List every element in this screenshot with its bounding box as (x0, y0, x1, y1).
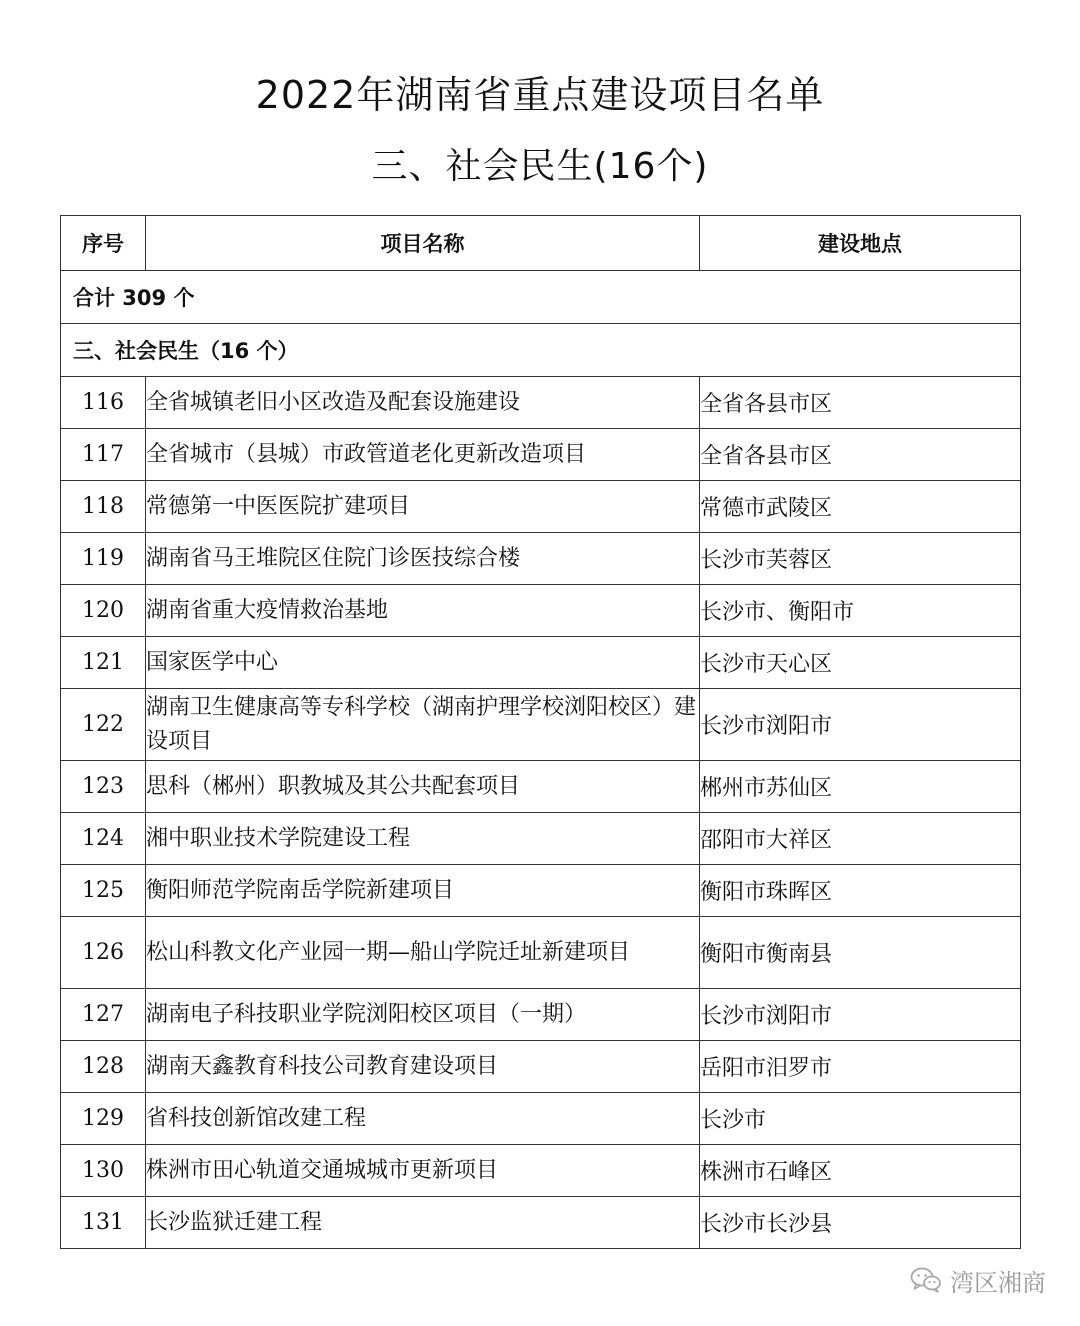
row-no: 124 (61, 813, 146, 865)
table-row (61, 1197, 1021, 1249)
row-name: 湖南天鑫教育科技公司教育建设项目 (146, 1041, 700, 1093)
row-location: 衡阳市衡南县 (700, 917, 1021, 989)
row-no: 128 (61, 1041, 146, 1093)
row-name: 思科（郴州）职教城及其公共配套项目 (146, 761, 700, 813)
row-location: 长沙市 (700, 1093, 1021, 1145)
row-location: 全省各县市区 (700, 377, 1021, 429)
row-name: 全省城镇老旧小区改造及配套设施建设 (146, 377, 700, 429)
row-name: 湖南电子科技职业学院浏阳校区项目（一期） (146, 989, 700, 1041)
row-location: 长沙市芙蓉区 (700, 533, 1021, 585)
row-location: 郴州市苏仙区 (700, 761, 1021, 813)
document-subtitle: 三、社会民生(16个) (371, 146, 709, 187)
row-name: 湖南卫生健康高等专科学校（湖南护理学校浏阳校区）建设项目 (146, 689, 700, 761)
row-name: 常德第一中医医院扩建项目 (146, 481, 700, 533)
row-name: 湖南省重大疫情救治基地 (146, 585, 700, 637)
table-row (61, 429, 1021, 481)
table-row (61, 377, 1021, 429)
table-row (61, 481, 1021, 533)
row-no: 127 (61, 989, 146, 1041)
header-location: 建设地点 (700, 216, 1021, 271)
row-location: 邵阳市大祥区 (700, 813, 1021, 865)
table-row (61, 989, 1021, 1041)
row-location: 常德市武陵区 (700, 481, 1021, 533)
row-no: 121 (61, 637, 146, 689)
total-row (61, 271, 1021, 324)
section-label: 三、社会民生（16 个） (61, 324, 1021, 377)
table-row (61, 585, 1021, 637)
row-name: 衡阳师范学院南岳学院新建项目 (146, 865, 700, 917)
table-row (61, 865, 1021, 917)
watermark (910, 1262, 1046, 1298)
row-no: 119 (61, 533, 146, 585)
table-row (61, 689, 1021, 761)
row-name: 长沙监狱迁建工程 (146, 1197, 700, 1249)
row-no: 117 (61, 429, 146, 481)
row-no: 126 (61, 917, 146, 989)
table-row (61, 1093, 1021, 1145)
row-location: 衡阳市珠晖区 (700, 865, 1021, 917)
row-no: 118 (61, 481, 146, 533)
row-name: 国家医学中心 (146, 637, 700, 689)
row-no: 129 (61, 1093, 146, 1145)
header-name: 项目名称 (146, 216, 700, 271)
watermark-text: 湾区湘商 (950, 1268, 1046, 1297)
table-row (61, 813, 1021, 865)
row-name: 省科技创新馆改建工程 (146, 1093, 700, 1145)
row-name: 株洲市田心轨道交通城城市更新项目 (146, 1145, 700, 1197)
table-row (61, 637, 1021, 689)
wechat-icon (910, 1266, 942, 1294)
row-no: 120 (61, 585, 146, 637)
row-location: 全省各县市区 (700, 429, 1021, 481)
row-name: 湖南省马王堆院区住院门诊医技综合楼 (146, 533, 700, 585)
row-location: 长沙市浏阳市 (700, 689, 1021, 761)
table-row (61, 1041, 1021, 1093)
section-row (61, 324, 1021, 377)
row-location: 长沙市天心区 (700, 637, 1021, 689)
row-name: 松山科教文化产业园一期—船山学院迁址新建项目 (146, 917, 700, 989)
row-location: 长沙市长沙县 (700, 1197, 1021, 1249)
header-no: 序号 (61, 216, 146, 271)
total-count: 合计 309 个 (61, 271, 1021, 324)
project-table (60, 215, 1021, 1249)
row-no: 125 (61, 865, 146, 917)
row-name: 全省城市（县城）市政管道老化更新改造项目 (146, 429, 700, 481)
table-row (61, 533, 1021, 585)
table-header-row (61, 216, 1021, 271)
document-title: 2022年湖南省重点建设项目名单 (255, 73, 825, 117)
table-row (61, 761, 1021, 813)
row-location: 岳阳市汨罗市 (700, 1041, 1021, 1093)
row-location: 株洲市石峰区 (700, 1145, 1021, 1197)
row-location: 长沙市浏阳市 (700, 989, 1021, 1041)
row-no: 130 (61, 1145, 146, 1197)
table-row (61, 1145, 1021, 1197)
row-no: 123 (61, 761, 146, 813)
table-row (61, 917, 1021, 989)
row-no: 116 (61, 377, 146, 429)
row-name: 湘中职业技术学院建设工程 (146, 813, 700, 865)
row-no: 122 (61, 689, 146, 761)
row-location: 长沙市、衡阳市 (700, 585, 1021, 637)
row-no: 131 (61, 1197, 146, 1249)
